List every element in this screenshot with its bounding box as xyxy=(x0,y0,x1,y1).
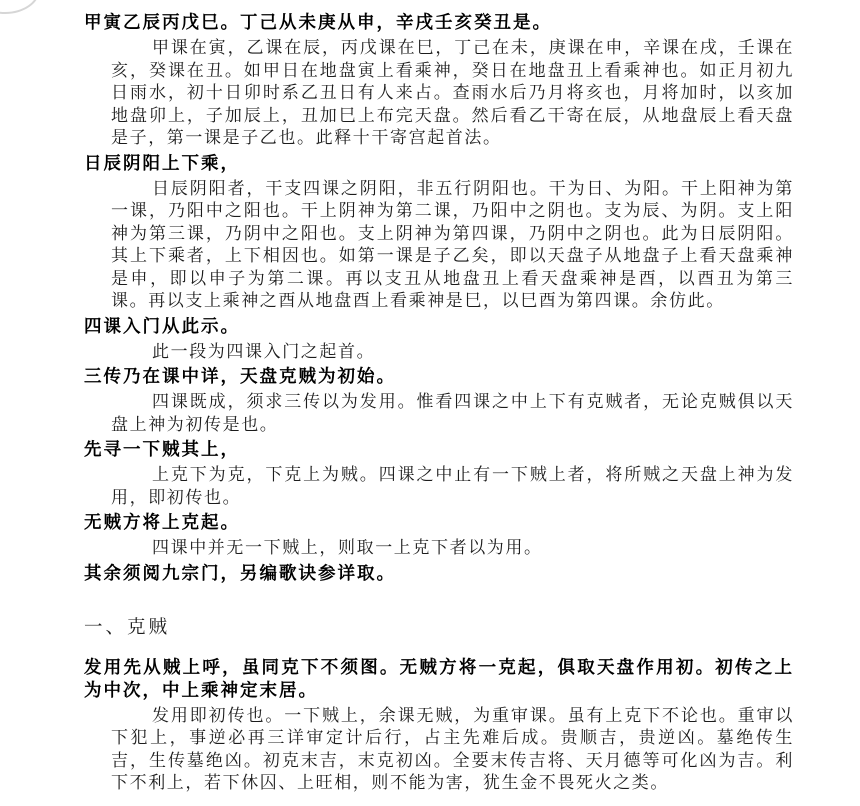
commentary-no-thief: 四课中并无一下贼上，则取一上克下者以为用。 xyxy=(152,538,543,557)
verse-heading-day-branch-yinyang: 日辰阴阳上下乘， xyxy=(84,153,240,174)
verse-heading-no-thief: 无贼方将上克起。 xyxy=(84,513,240,533)
commentary-four-lessons-intro: 此一段为四课入门之起首。 xyxy=(152,341,376,361)
verse-heading-nine-gates: 其余须阅九宗门，另编歌诀参详取。 xyxy=(84,563,396,584)
commentary-seek-thief-below: 上克下为克，下克上为贼。四课之中止有一下贼上者，将所贼之天盘上神为发用，即初传也。 xyxy=(111,465,794,507)
commentary-ten-stems: 甲课在寅，乙课在辰，丙戊课在巳，丁己在未，庚课在申，辛课在戌，壬课在亥，癸课在丑。如甲日在地盘寅上看乘神，癸日在地盘丑上看乘神也。如正月初九日雨水，初十日卯时系乙丑日有人来占。查雨水后乃月将亥也，月将加时，以亥加地盘卯上，子加辰上，丑加巳上布完天盘。然后看乙干寄在辰，从地盘辰上看天盘是子，第一课是子乙也。此释十干寄宫起首法。 xyxy=(111,38,794,147)
verse-heading-ten-stems: 甲寅乙辰丙戊巳。丁己从未庚从申，辛戌壬亥癸丑是。 xyxy=(84,13,552,33)
verse-heading-three-transmissions: 三传乃在课中详，天盘克贼为初始。 xyxy=(84,367,396,387)
verse-heading-kezei-song: 发用先从贼上呼，虽同克下不须图。无贼方将一克起，俱取天盘作用初。初传之上为中次，中上乘神定末居。 xyxy=(84,657,794,701)
verse-heading-four-lessons-intro: 四课入门从此示。 xyxy=(84,316,240,337)
commentary-kezei-song: 发用即初传也。一下贼上，余课无贼，为重审课。虽有上克下不论也。重审以下犯上，事逆必再三详审定计后行，占主先难后成。贵顺吉，贵逆凶。墓绝传生吉，生传墓绝凶。初克末吉，末克初凶。全要末传吉将、天月德等可化凶为吉。利下不利上，若下休囚、上旺相，则不能为害，犹生金不畏死火之类。 xyxy=(111,705,794,792)
commentary-day-branch-yinyang: 日辰阴阳者，干支四课之阴阳，非五行阴阳也。干为日、为阳。干上阳神为第一课，乃阳中之阳也。干上阴神为第二课，乃阳中之阴也。支为辰、为阴。支上阳神为第三课，乃阴中之阳也。支上阴神为第四课，乃阴中之阴也。此为日辰阴阳。其上下乘者，上下相因也。如第一课是子乙矣，即以天盘子从地盘子上看天盘乘神是申，即以申子为第二课。再以支丑从地盘丑上看天盘乘神是酉，以酉丑为第三课。再以支上乘神之酉从地盘酉上看乘神是巳，以巳酉为第四课。余仿此。 xyxy=(111,178,794,310)
commentary-three-transmissions: 四课既成，须求三传以为发用。惟看四课之中上下有克贼者，无论克贼俱以天盘上神为初传是也。 xyxy=(111,392,794,434)
verse-heading-seek-thief-below: 先寻一下贼其上， xyxy=(84,440,240,460)
section-title-kezei: 一、克贼 xyxy=(84,617,171,638)
